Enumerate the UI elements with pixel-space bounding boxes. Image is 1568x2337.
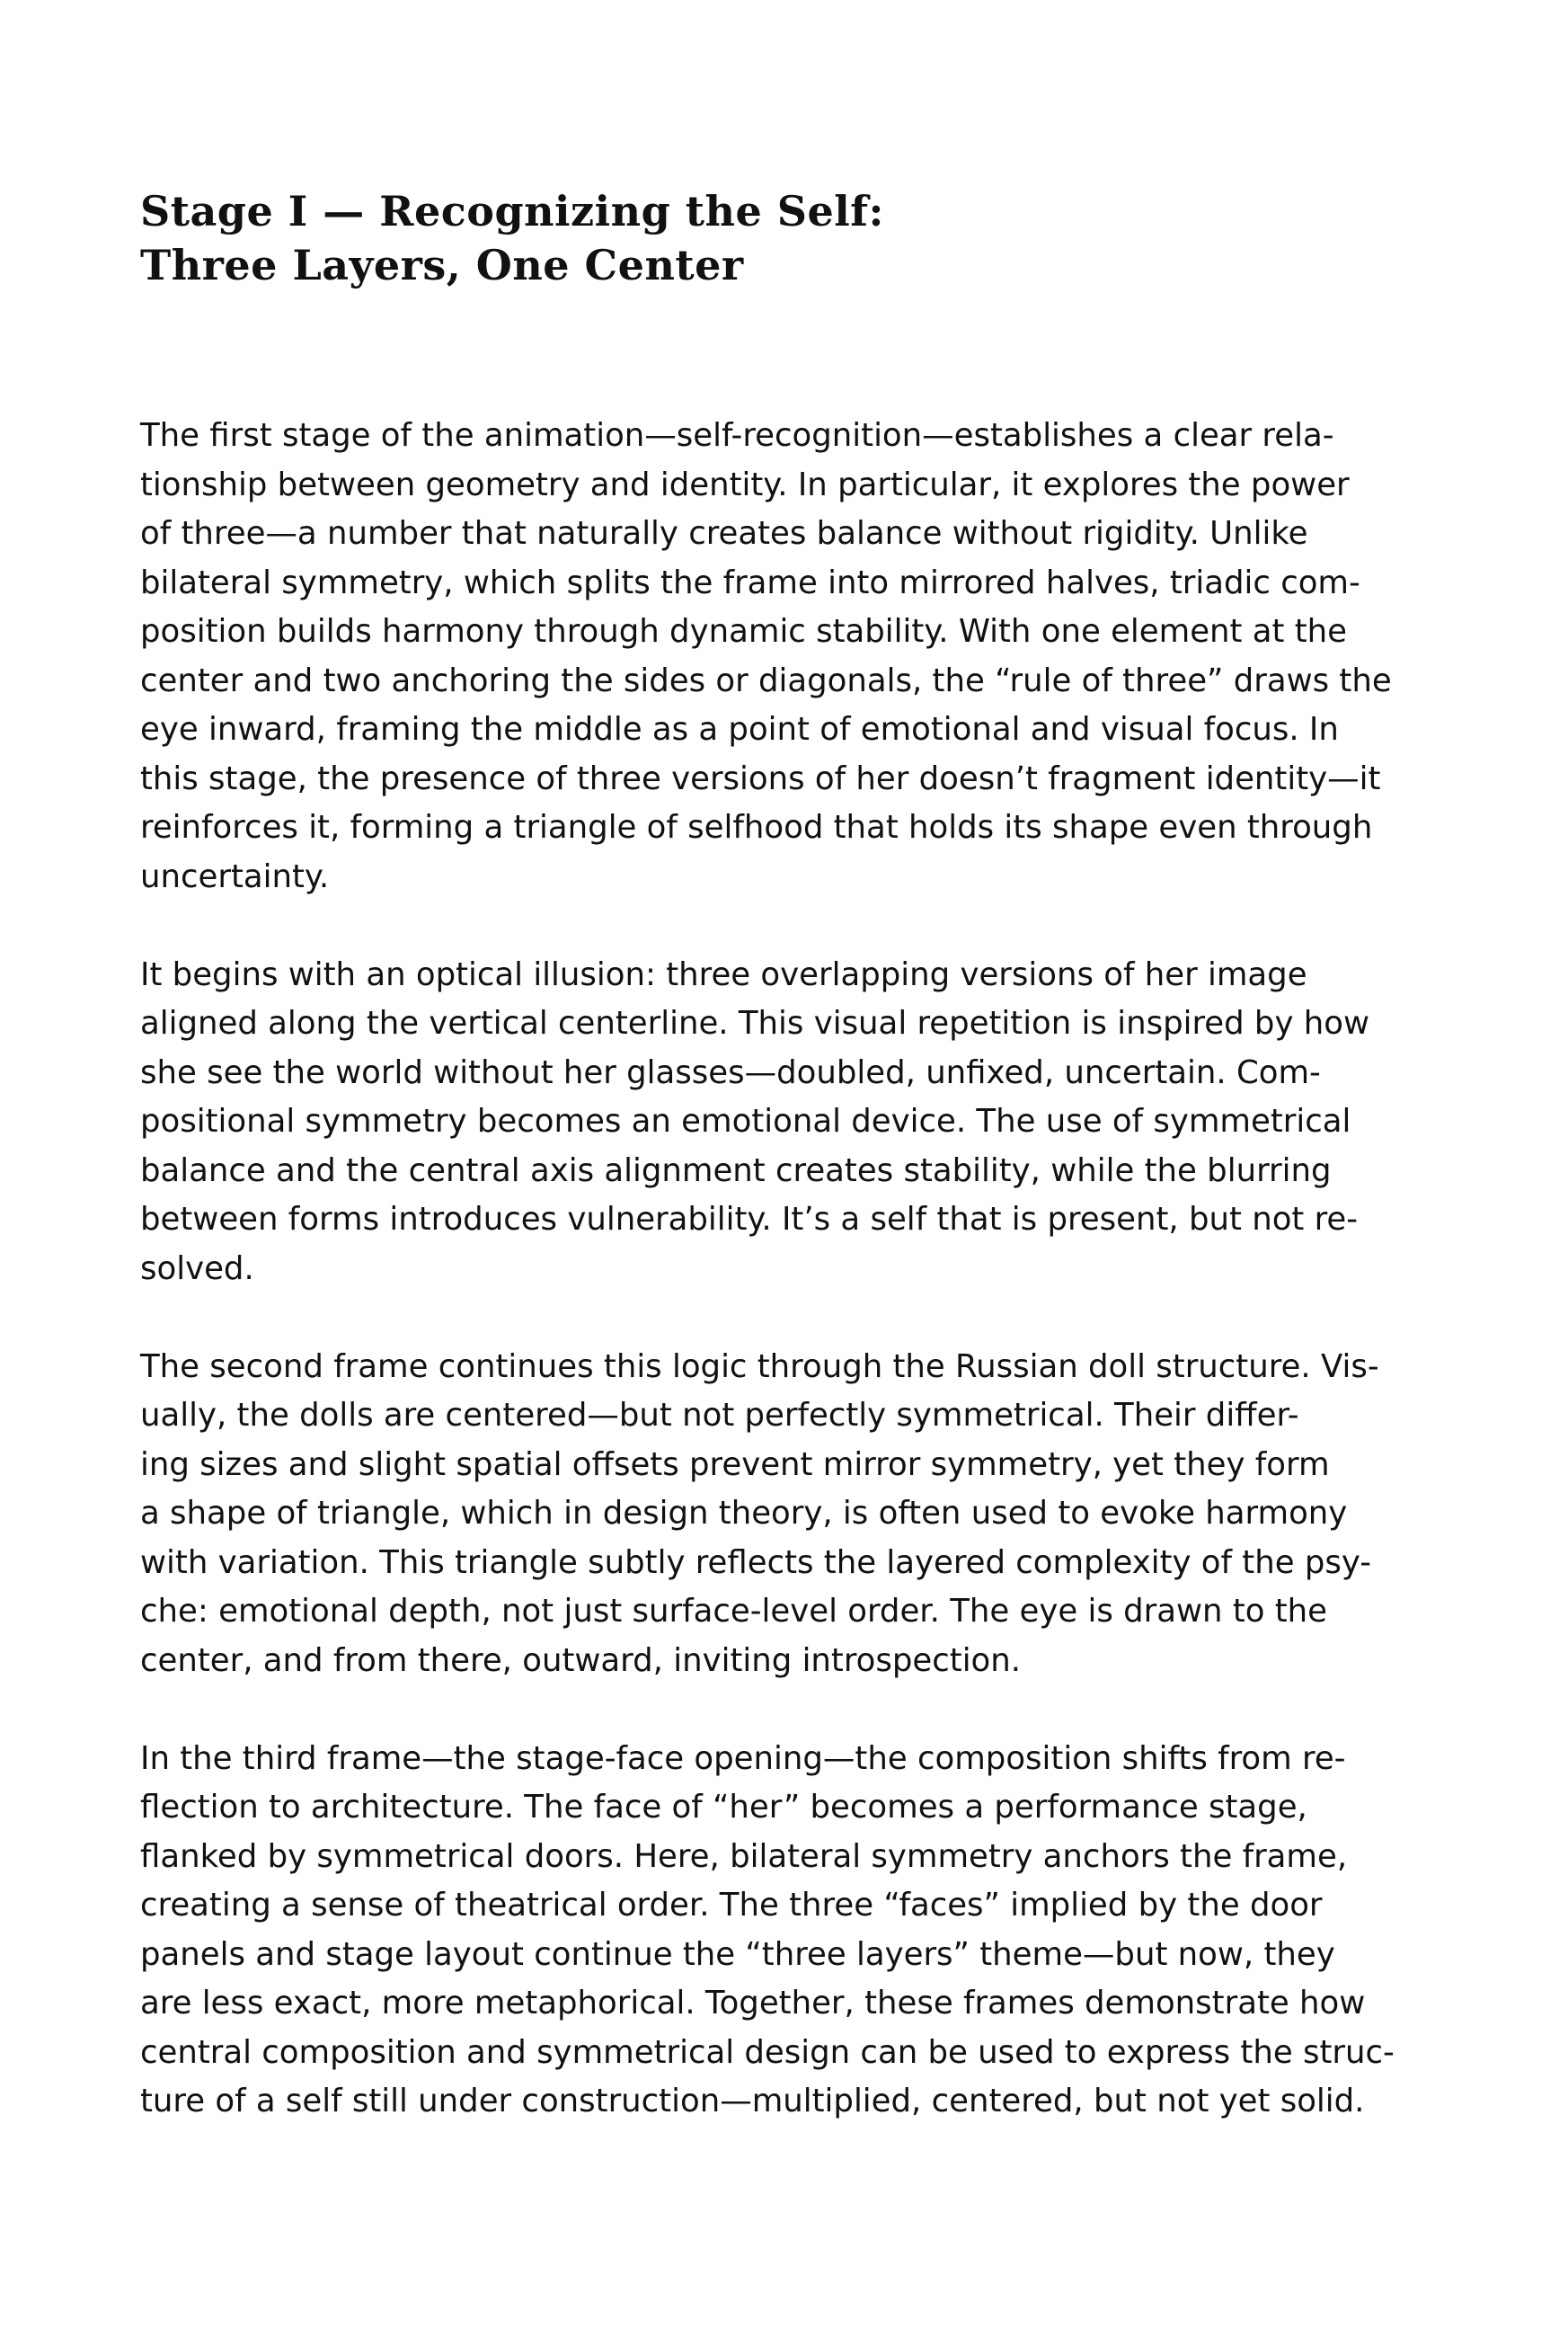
text-line: of three—a number that naturally creates balance without rigidity. Unlike: [140, 515, 1308, 552]
text-line: ture of a self still under construction—multiplied, centered, but not yet solid.: [140, 2083, 1365, 2119]
text-line: bilateral symmetry, which splits the frame into mirrored halves, triadic com-: [140, 564, 1360, 601]
text-line: a shape of triangle, which in design theory, is often used to evoke harmony: [140, 1495, 1348, 1532]
text-line: center and two anchoring the sides or diagonals, the “rule of three” draws the: [140, 662, 1392, 699]
text-line: between forms introduces vulnerability. It’s a self that is present, but not re-: [140, 1201, 1359, 1238]
text-line: ing sizes and slight spatial offsets prevent mirror symmetry, yet they form: [140, 1445, 1330, 1483]
text-line: with variation. This triangle subtly reflects the layered complexity of the psy-: [140, 1543, 1372, 1581]
paragraph: [140, 412, 1443, 902]
text-line: aligned along the vertical centerline. This visual repetition is inspired by how: [140, 1005, 1370, 1042]
text-line: central composition and symmetrical design can be used to express the struc-: [140, 2033, 1395, 2071]
text-line: uncertainty.: [140, 857, 330, 895]
text-line: che: emotional depth, not just surface-level order. The eye is drawn to the: [140, 1593, 1328, 1630]
text-line: eye inward, framing the middle as a point of emotional and visual focus. In: [140, 711, 1339, 748]
title-line-2: Three Layers, One Center: [140, 241, 744, 289]
text-line: center, and from there, outward, inviting introspection.: [140, 1641, 1022, 1679]
text-line: panels and stage layout continue the “three layers” theme—but now, they: [140, 1935, 1335, 1973]
text-line: The second frame continues this logic through the Russian doll structure. Vis-: [140, 1347, 1379, 1385]
text-line: ually, the dolls are centered—but not perfectly symmetrical. Their differ-: [140, 1397, 1299, 1434]
text-line: tionship between geometry and identity. In particular, it explores the power: [140, 466, 1350, 503]
text-line: creating a sense of theatrical order. The three “faces” implied by the door: [140, 1887, 1323, 1924]
paragraph: [140, 951, 1443, 1294]
text-line: position builds harmony through dynamic stability. With one element at the: [140, 613, 1347, 650]
title-line-1: Stage I — Recognizing the Self:: [140, 187, 884, 235]
page-title: [140, 184, 1308, 292]
text-line: positional symmetry becomes an emotional device. The use of symmetrical: [140, 1103, 1351, 1140]
text-line: balance and the central axis alignment creates stability, while the blurring: [140, 1151, 1332, 1189]
text-line: flection to architecture. The face of “her” becomes a performance stage,: [140, 1789, 1307, 1826]
text-line: reinforces it, forming a triangle of selfhood that holds its shape even through: [140, 809, 1373, 846]
text-line: this stage, the presence of three versions of her doesn’t fragment identity—it: [140, 760, 1381, 797]
text-line: solved.: [140, 1249, 254, 1287]
text-line: she see the world without her glasses—doubled, unfixed, uncertain. Com-: [140, 1053, 1321, 1091]
text-line: It begins with an optical illusion: three overlapping versions of her image: [140, 955, 1307, 993]
paragraph: [140, 1343, 1443, 1686]
text-line: are less exact, more metaphorical. Together, these frames demonstrate how: [140, 1985, 1366, 2022]
body-text: [140, 412, 1443, 2175]
paragraph: [140, 1735, 1443, 2127]
text-line: The first stage of the animation—self-recognition—establishes a clear rela-: [140, 417, 1334, 454]
text-line: flanked by symmetrical doors. Here, bilateral symmetry anchors the frame,: [140, 1837, 1348, 1875]
text-line: In the third frame—the stage-face opening—the composition shifts from re-: [140, 1739, 1346, 1777]
